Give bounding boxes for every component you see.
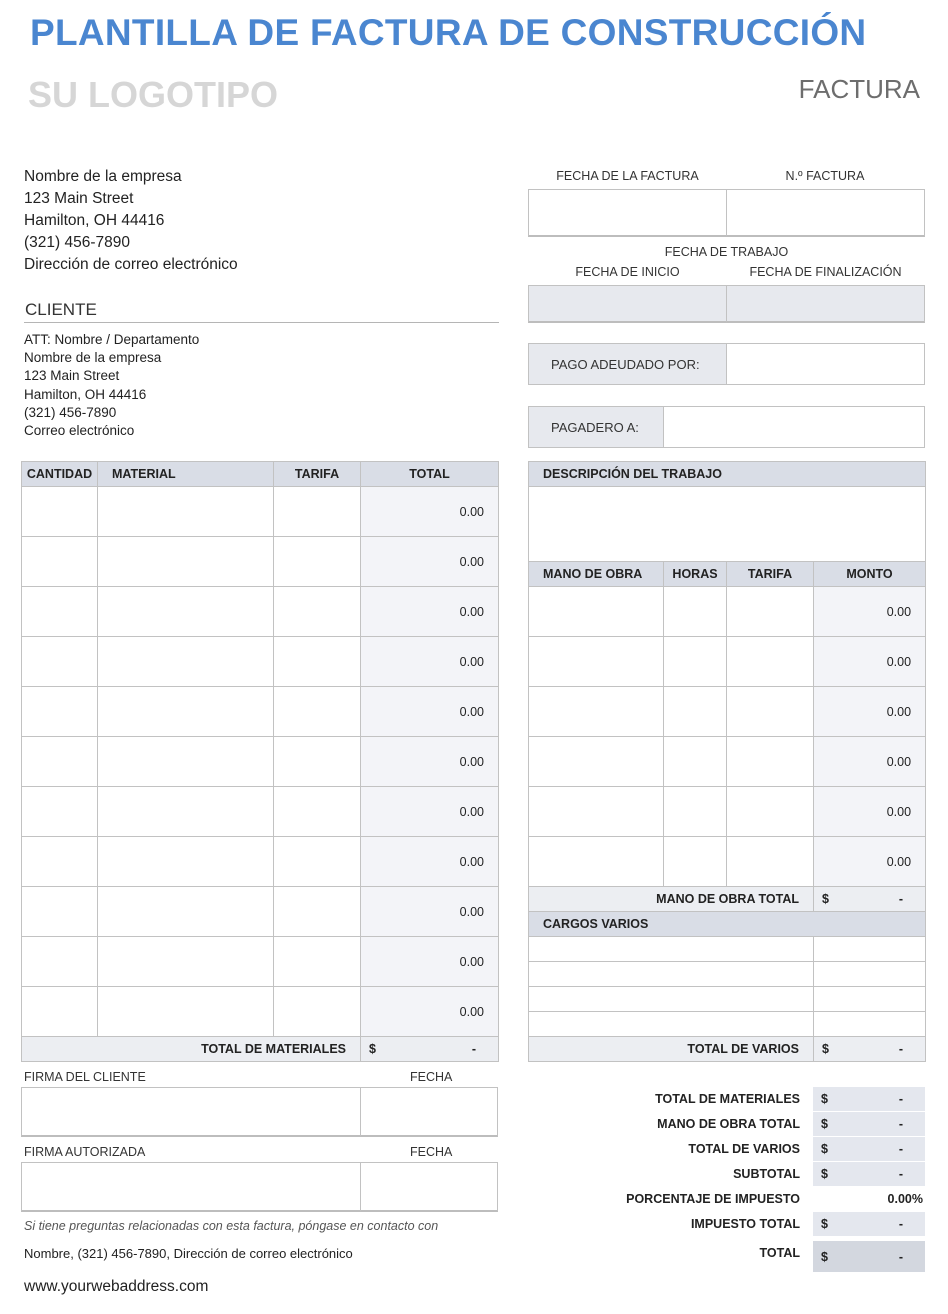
summary-currency: $ [821, 1250, 828, 1264]
material-rate[interactable] [274, 537, 361, 587]
labor-rate[interactable] [727, 837, 814, 887]
material-rate[interactable] [274, 987, 361, 1037]
authorized-signature-date-field[interactable] [360, 1162, 498, 1212]
labor-amount: 0.00 [814, 687, 926, 737]
company-city[interactable]: Hamilton, OH 44416 [24, 212, 165, 229]
client-company-name[interactable]: Nombre de la empresa [24, 350, 162, 366]
due-by-field[interactable] [726, 343, 925, 385]
summary-value-cell [813, 1087, 925, 1112]
work-date-label: FECHA DE TRABAJO [664, 245, 789, 259]
material-row [22, 587, 499, 637]
summary-label: TOTAL DE VARIOS [688, 1142, 800, 1156]
materials-total-currency: $ [369, 1042, 376, 1056]
client-signature-date-field[interactable] [360, 1087, 498, 1137]
material-row [22, 487, 499, 537]
misc-total-currency: $ [822, 1042, 829, 1056]
summary-label: MANO DE OBRA TOTAL [657, 1117, 800, 1131]
labor-description[interactable] [529, 587, 664, 637]
material-quantity[interactable] [22, 837, 98, 887]
material-quantity[interactable] [22, 787, 98, 837]
material-total: 0.00 [361, 837, 499, 887]
summary-currency: $ [821, 1142, 828, 1156]
company-info [24, 166, 238, 276]
material-quantity[interactable] [22, 637, 98, 687]
footer-question: Si tiene preguntas relacionadas con esta factura, póngase en contacto con [24, 1219, 439, 1233]
material-name[interactable] [98, 487, 274, 537]
col-amount: MONTO [814, 562, 926, 587]
materials-total-value: - [471, 1042, 476, 1056]
client-city[interactable]: Hamilton, OH 44416 [24, 386, 147, 402]
labor-amount: 0.00 [814, 587, 926, 637]
invoice-number-label: N.º FACTURA [785, 169, 865, 183]
company-email[interactable]: Dirección de correo electrónico [24, 256, 238, 273]
labor-amount: 0.00 [814, 637, 926, 687]
summary-value-cell [813, 1137, 925, 1162]
material-row [22, 737, 499, 787]
labor-amount: 0.00 [814, 737, 926, 787]
summary-currency: $ [821, 1217, 828, 1231]
col-labor: MANO DE OBRA [529, 562, 664, 587]
misc-row[interactable] [529, 937, 814, 962]
client-email[interactable]: Correo electrónico [24, 423, 135, 439]
start-date-label: FECHA DE INICIO [575, 265, 680, 279]
material-total: 0.00 [361, 737, 499, 787]
misc-row[interactable] [529, 962, 814, 987]
materials-total-cell [361, 1037, 499, 1062]
footer-contact: Nombre, (321) 456-7890, Dirección de correo electrónico [24, 1246, 353, 1261]
material-name[interactable] [98, 637, 274, 687]
invoice-number-field[interactable] [726, 189, 925, 237]
labor-hours[interactable] [664, 787, 727, 837]
material-name[interactable] [98, 837, 274, 887]
material-row [22, 537, 499, 587]
material-name[interactable] [98, 537, 274, 587]
col-labor-rate: TARIFA [727, 562, 814, 587]
misc-row[interactable] [529, 987, 814, 1012]
material-name[interactable] [98, 687, 274, 737]
labor-hours[interactable] [664, 587, 727, 637]
misc-total-label: TOTAL DE VARIOS [529, 1037, 814, 1062]
material-row [22, 687, 499, 737]
labor-amount: 0.00 [814, 837, 926, 887]
labor-amount: 0.00 [814, 787, 926, 837]
material-row [22, 787, 499, 837]
materials-total-label: TOTAL DE MATERIALES [22, 1037, 361, 1062]
misc-amount[interactable] [814, 1012, 926, 1037]
labor-row [529, 637, 926, 687]
material-rate[interactable] [274, 487, 361, 537]
material-row [22, 637, 499, 687]
summary-value-cell [813, 1162, 925, 1187]
misc-amount[interactable] [814, 987, 926, 1012]
material-rate[interactable] [274, 637, 361, 687]
client-heading: CLIENTE [25, 300, 97, 319]
material-rate[interactable] [274, 887, 361, 937]
summary-value-cell [813, 1212, 925, 1237]
material-quantity[interactable] [22, 687, 98, 737]
col-material: MATERIAL [98, 462, 274, 487]
client-att[interactable]: ATT: Nombre / Departamento [24, 332, 200, 347]
labor-description[interactable] [529, 837, 664, 887]
material-quantity[interactable] [22, 887, 98, 937]
misc-amount[interactable] [814, 937, 926, 962]
material-total: 0.00 [361, 587, 499, 637]
summary-currency: $ [821, 1092, 828, 1106]
material-quantity[interactable] [22, 737, 98, 787]
material-total: 0.00 [361, 887, 499, 937]
summary-value-cell [813, 1112, 925, 1137]
invoice-date-field[interactable] [528, 189, 727, 237]
misc-row[interactable] [529, 1012, 814, 1037]
labor-total-cell [814, 887, 926, 912]
summary-value: - [898, 1117, 903, 1131]
labor-rate[interactable] [727, 637, 814, 687]
material-name[interactable] [98, 737, 274, 787]
material-total: 0.00 [361, 987, 499, 1037]
labor-rate[interactable] [727, 787, 814, 837]
labor-total-value: - [898, 892, 904, 906]
labor-hours[interactable] [664, 687, 727, 737]
material-rate[interactable] [274, 587, 361, 637]
summary-value-cell [813, 1241, 925, 1273]
labor-row [529, 837, 926, 887]
material-total: 0.00 [361, 687, 499, 737]
authorized-signature-field[interactable] [21, 1162, 361, 1212]
labor-total-currency: $ [822, 892, 829, 906]
col-total: TOTAL [361, 462, 499, 487]
footer-website[interactable]: www.yourwebaddress.com [24, 1278, 209, 1295]
invoice-date-label: FECHA DE LA FACTURA [556, 169, 699, 183]
document-type-label: FACTURA [798, 74, 920, 104]
client-divider [24, 322, 499, 323]
summary-label: TOTAL [759, 1246, 800, 1260]
labor-hours[interactable] [664, 837, 727, 887]
labor-row [529, 787, 926, 837]
material-rate[interactable] [274, 937, 361, 987]
company-phone[interactable]: (321) 456-7890 [24, 234, 130, 251]
misc-total-value: - [898, 1042, 904, 1056]
material-name[interactable] [98, 587, 274, 637]
material-name[interactable] [98, 787, 274, 837]
summary-value: - [898, 1250, 903, 1264]
labor-row [529, 737, 926, 787]
summary-currency: $ [821, 1117, 828, 1131]
labor-description[interactable] [529, 687, 664, 737]
start-date-field[interactable] [528, 285, 727, 323]
tax-percent-value: 0.00% [887, 1192, 923, 1206]
labor-row [529, 687, 926, 737]
labor-description[interactable] [529, 637, 664, 687]
summary-label: IMPUESTO TOTAL [690, 1217, 800, 1231]
labor-description[interactable] [529, 737, 664, 787]
labor-rate[interactable] [727, 687, 814, 737]
summary-value: - [898, 1092, 903, 1106]
client-info [24, 331, 199, 440]
work-description-field[interactable] [529, 487, 926, 562]
material-total: 0.00 [361, 937, 499, 987]
material-quantity[interactable] [22, 987, 98, 1037]
labor-description[interactable] [529, 787, 664, 837]
summary-value: - [898, 1217, 903, 1231]
company-street[interactable]: 123 Main Street [24, 190, 134, 207]
material-rate[interactable] [274, 737, 361, 787]
summary-label: TOTAL DE MATERIALES [655, 1092, 800, 1106]
payable-to-label: PAGADERO A: [528, 406, 664, 448]
summary-currency: $ [821, 1167, 828, 1181]
material-row [22, 937, 499, 987]
material-total: 0.00 [361, 637, 499, 687]
labor-hours[interactable] [664, 637, 727, 687]
material-quantity[interactable] [22, 537, 98, 587]
material-quantity[interactable] [22, 487, 98, 537]
material-rate[interactable] [274, 787, 361, 837]
misc-amount[interactable] [814, 962, 926, 987]
materials-table [21, 461, 499, 1062]
material-quantity[interactable] [22, 587, 98, 637]
page-title: PLANTILLA DE FACTURA DE CONSTRUCCIÓN [30, 12, 867, 53]
summary-label: SUBTOTAL [733, 1167, 800, 1181]
labor-row [529, 587, 926, 637]
material-name[interactable] [98, 987, 274, 1037]
col-rate: TARIFA [274, 462, 361, 487]
material-rate[interactable] [274, 687, 361, 737]
misc-total-cell [814, 1037, 926, 1062]
summary-value: - [898, 1167, 903, 1181]
material-rate[interactable] [274, 837, 361, 887]
client-signature-date-label: FECHA [410, 1070, 453, 1084]
end-date-label: FECHA DE FINALIZACIÓN [749, 265, 902, 279]
client-signature-label: FIRMA DEL CLIENTE [24, 1070, 146, 1084]
material-row [22, 987, 499, 1037]
labor-hours[interactable] [664, 737, 727, 787]
client-signature-field[interactable] [21, 1087, 361, 1137]
authorized-signature-date-label: FECHA [410, 1145, 453, 1159]
labor-rate[interactable] [727, 737, 814, 787]
summary-value: - [898, 1142, 903, 1156]
client-phone[interactable]: (321) 456-7890 [24, 404, 117, 420]
material-total: 0.00 [361, 537, 499, 587]
end-date-field[interactable] [726, 285, 925, 323]
material-quantity[interactable] [22, 937, 98, 987]
material-row [22, 887, 499, 937]
material-name[interactable] [98, 887, 274, 937]
summary-label: PORCENTAJE DE IMPUESTO [626, 1192, 800, 1206]
company-name[interactable]: Nombre de la empresa [24, 168, 182, 185]
material-row [22, 837, 499, 887]
client-street[interactable]: 123 Main Street [24, 368, 120, 384]
payable-to-field[interactable] [663, 406, 925, 448]
material-total: 0.00 [361, 487, 499, 537]
misc-charges-label: CARGOS VARIOS [529, 912, 926, 937]
labor-total-label: MANO DE OBRA TOTAL [529, 887, 814, 912]
logo-placeholder: SU LOGOTIPO [28, 74, 279, 115]
material-total: 0.00 [361, 787, 499, 837]
material-name[interactable] [98, 937, 274, 987]
labor-table [528, 461, 926, 1062]
work-description-label: DESCRIPCIÓN DEL TRABAJO [529, 462, 926, 487]
summary-value-cell[interactable] [813, 1187, 925, 1212]
due-by-label: PAGO ADEUDADO POR: [528, 343, 727, 385]
authorized-signature-label: FIRMA AUTORIZADA [24, 1145, 146, 1159]
col-quantity: CANTIDAD [22, 462, 98, 487]
col-hours: HORAS [664, 562, 727, 587]
labor-rate[interactable] [727, 587, 814, 637]
